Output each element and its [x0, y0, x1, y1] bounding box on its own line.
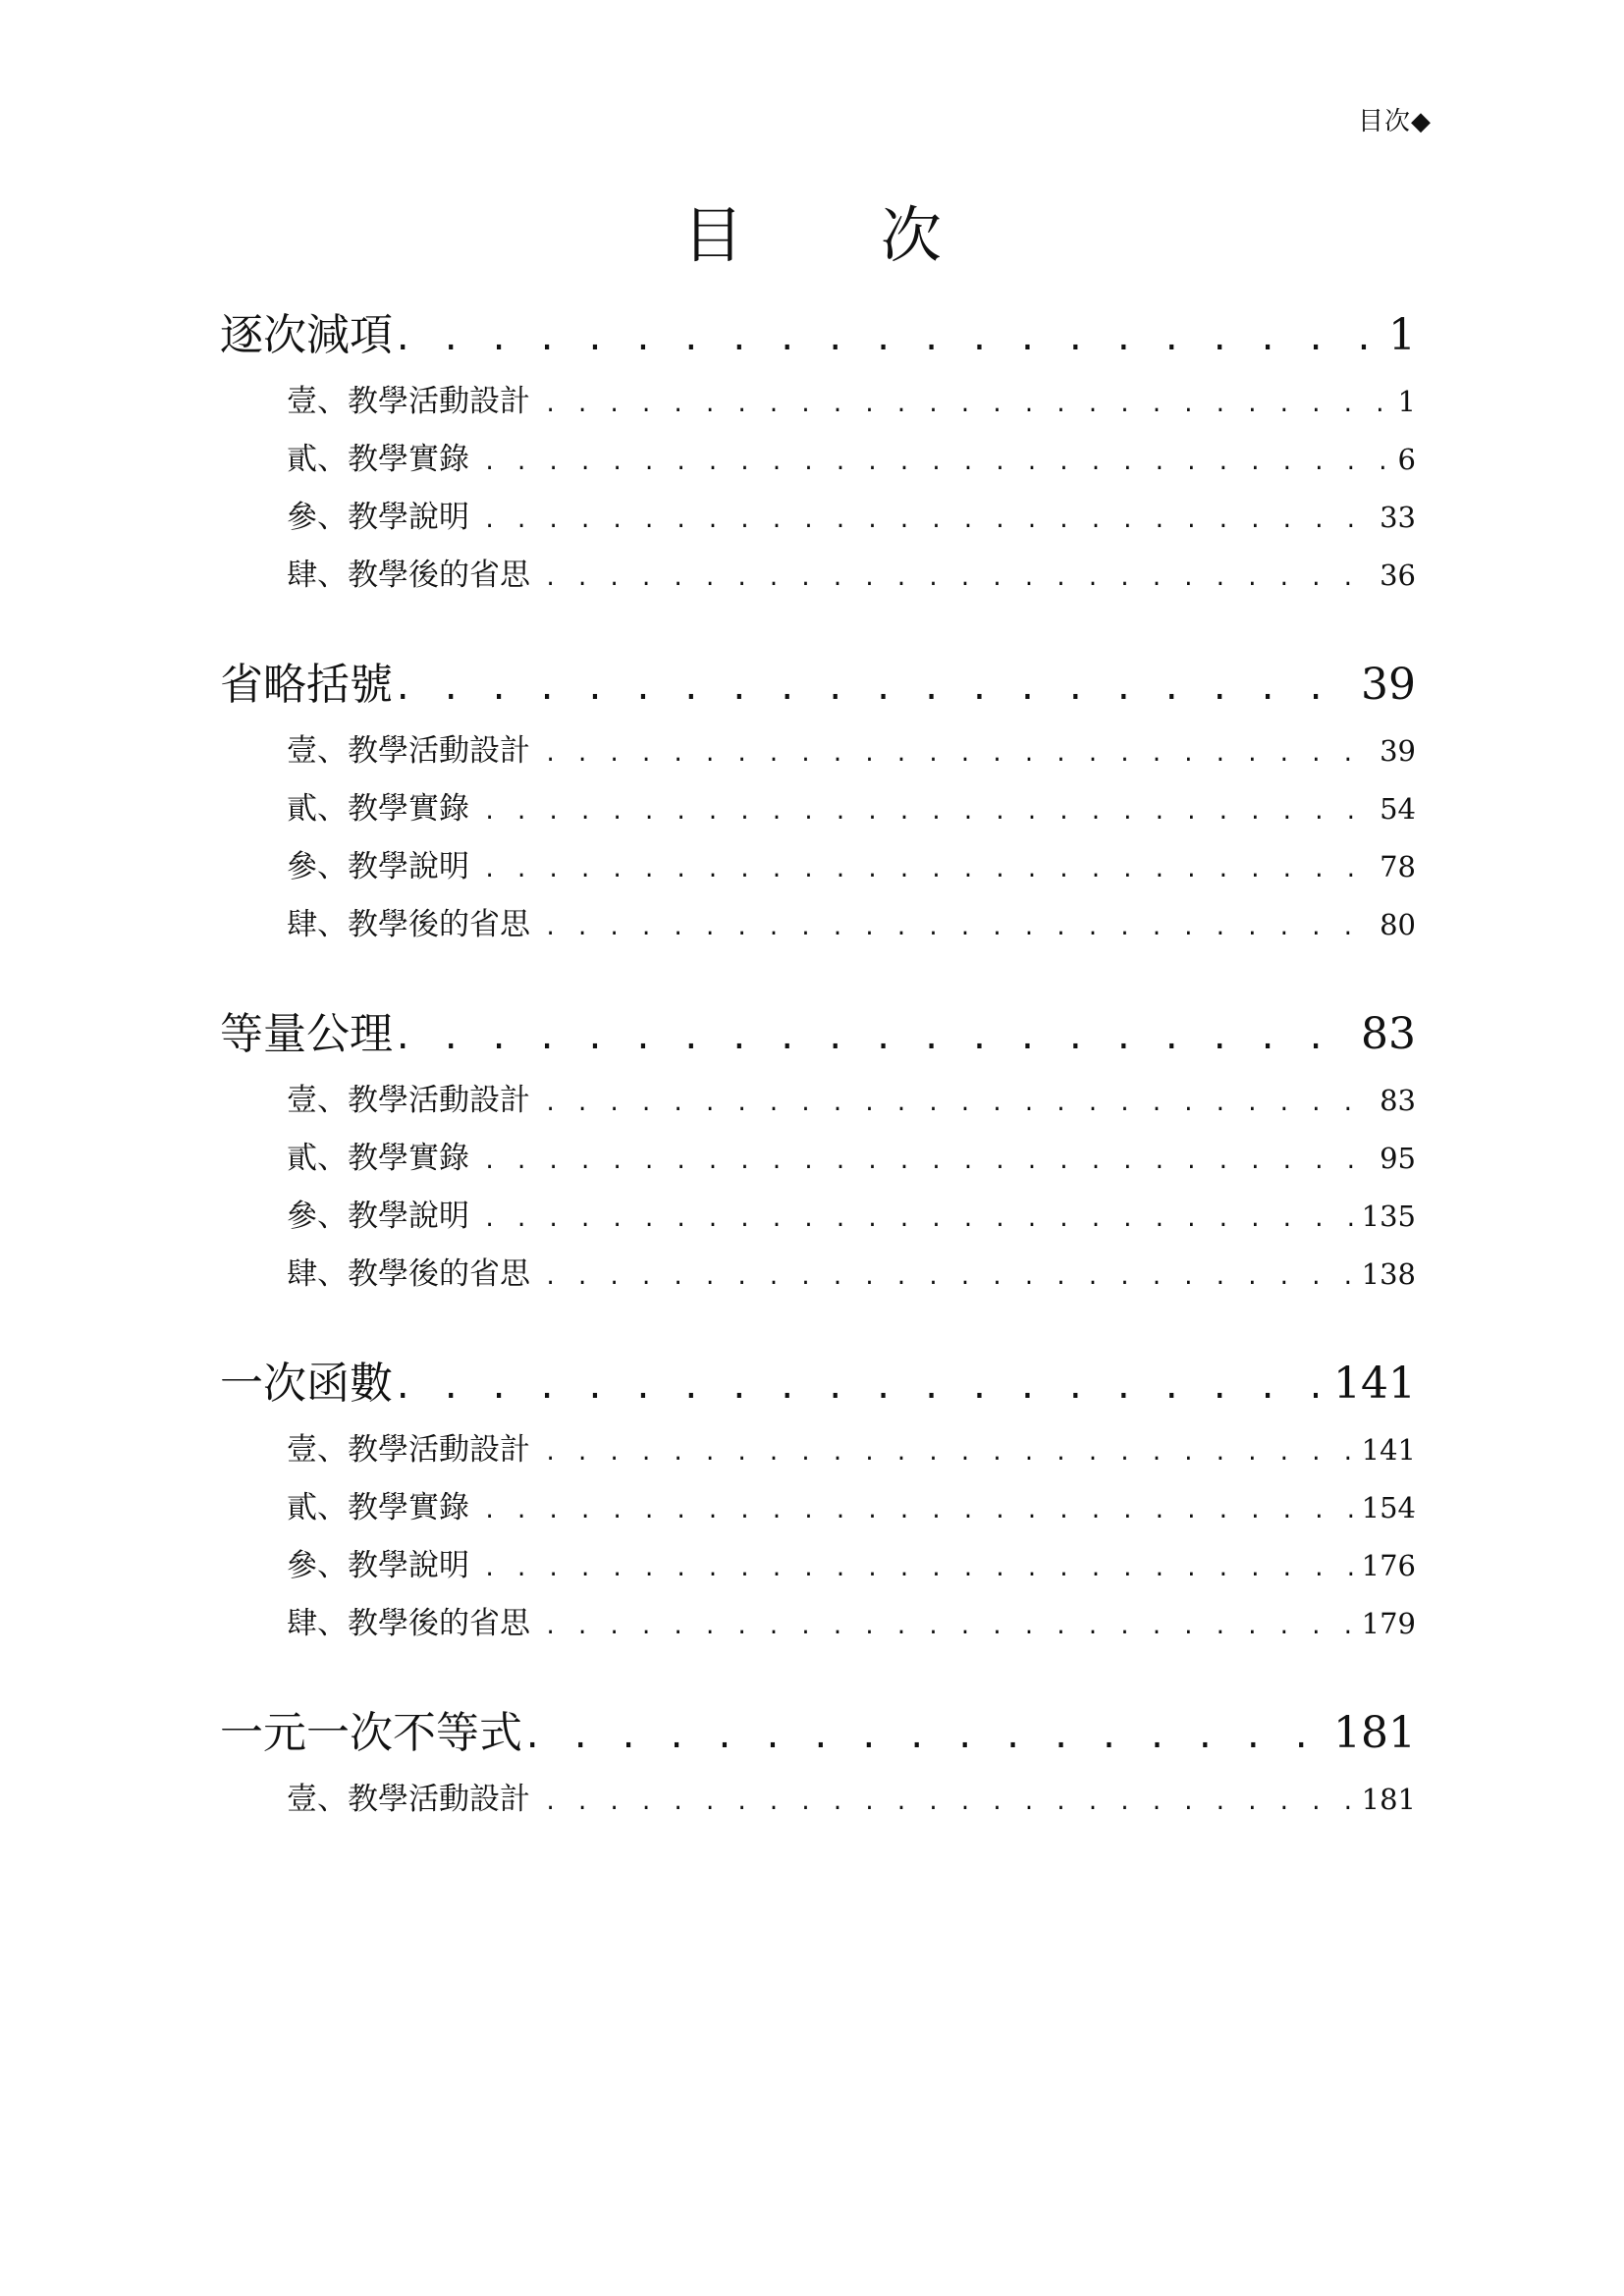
- section-label: 壹、教學活動設計: [287, 1432, 530, 1468]
- section-label: 貳、教學實錄: [287, 1141, 469, 1176]
- toc-section-entry[interactable]: [220, 1249, 1416, 1307]
- dot-leader: [544, 742, 1376, 767]
- section-page-number: 179: [1361, 1607, 1416, 1640]
- toc-section-entry[interactable]: [220, 783, 1416, 841]
- section-label: 壹、教學活動設計: [287, 1782, 530, 1817]
- dot-leader: [544, 566, 1376, 591]
- section-label: 參、教學說明: [287, 1199, 469, 1234]
- chapter-title: 逐次減項: [220, 310, 393, 360]
- section-label: 肆、教學後的省思: [287, 1256, 530, 1292]
- toc-section-entry[interactable]: [220, 841, 1416, 899]
- toc-section-entry[interactable]: [220, 376, 1416, 434]
- dot-leader: [544, 916, 1376, 940]
- toc-section-entry[interactable]: [220, 550, 1416, 608]
- dot-leader: [393, 319, 1373, 358]
- toc-section-entry[interactable]: [220, 1482, 1416, 1540]
- section-page-number: 154: [1361, 1491, 1416, 1524]
- toc-section-entry[interactable]: [220, 899, 1416, 957]
- chapter-title: 省略括號: [220, 660, 393, 710]
- toc-chapter-entry[interactable]: [220, 1697, 1416, 1774]
- section-page-number: 181: [1361, 1783, 1416, 1816]
- toc-section-entry[interactable]: [220, 1133, 1416, 1191]
- section-page-number: 135: [1361, 1200, 1416, 1233]
- section-page-number: 39: [1380, 734, 1416, 768]
- section-page-number: 33: [1380, 501, 1416, 534]
- section-page-number: 54: [1380, 792, 1416, 826]
- dot-leader: [544, 1265, 1358, 1290]
- section-label: 貳、教學實錄: [287, 1490, 469, 1525]
- section-page-number: 83: [1380, 1084, 1416, 1117]
- toc-chapter-entry[interactable]: [220, 299, 1416, 376]
- section-page-number: 138: [1361, 1257, 1416, 1291]
- dot-leader: [522, 1717, 1318, 1756]
- toc-section-entry[interactable]: [220, 1075, 1416, 1133]
- toc-chapter: [220, 649, 1416, 957]
- toc-chapter: [220, 1697, 1416, 1832]
- dot-leader: [483, 451, 1394, 475]
- dot-leader: [483, 1557, 1358, 1581]
- chapter-page-number: 39: [1361, 660, 1416, 710]
- table-of-contents: [220, 299, 1416, 1873]
- chapter-page-number: 1: [1388, 310, 1416, 360]
- running-header: 目次◆: [1358, 107, 1432, 136]
- section-label: 壹、教學活動設計: [287, 384, 530, 419]
- chapter-page-number: 83: [1361, 1009, 1416, 1059]
- dot-leader: [483, 800, 1376, 825]
- section-label: 肆、教學後的省思: [287, 1606, 530, 1641]
- section-page-number: 176: [1361, 1549, 1416, 1582]
- dot-leader: [544, 1092, 1376, 1116]
- toc-section-entry[interactable]: [220, 1191, 1416, 1249]
- section-page-number: 1: [1397, 385, 1416, 418]
- section-page-number: 80: [1380, 908, 1416, 941]
- section-page-number: 36: [1380, 559, 1416, 592]
- dot-leader: [483, 1149, 1376, 1174]
- section-label: 壹、教學活動設計: [287, 733, 530, 769]
- toc-chapter: [220, 1348, 1416, 1656]
- toc-chapter: [220, 299, 1416, 608]
- toc-section-entry[interactable]: [220, 725, 1416, 783]
- toc-section-entry[interactable]: [220, 1540, 1416, 1598]
- section-page-number: 6: [1397, 443, 1416, 476]
- dot-leader: [544, 1615, 1358, 1639]
- dot-leader: [393, 1367, 1318, 1407]
- page-title: 目 次: [682, 199, 1001, 271]
- section-label: 參、教學說明: [287, 500, 469, 535]
- section-label: 肆、教學後的省思: [287, 907, 530, 942]
- dot-leader: [483, 858, 1376, 882]
- chapter-title: 一次函數: [220, 1359, 393, 1409]
- section-label: 貳、教學實錄: [287, 442, 469, 477]
- toc-section-entry[interactable]: [220, 492, 1416, 550]
- section-label: 參、教學說明: [287, 1548, 469, 1583]
- section-page-number: 141: [1361, 1433, 1416, 1467]
- dot-leader: [544, 1790, 1358, 1815]
- dot-leader: [393, 1018, 1345, 1057]
- toc-chapter-entry[interactable]: [220, 1348, 1416, 1424]
- toc-chapter: [220, 998, 1416, 1307]
- toc-chapter-entry[interactable]: [220, 998, 1416, 1075]
- toc-section-entry[interactable]: [220, 434, 1416, 492]
- toc-section-entry[interactable]: [220, 1424, 1416, 1482]
- dot-leader: [483, 1207, 1358, 1232]
- chapter-title: 等量公理: [220, 1009, 393, 1059]
- section-label: 參、教學說明: [287, 849, 469, 884]
- dot-leader: [393, 668, 1345, 708]
- section-page-number: 95: [1380, 1142, 1416, 1175]
- dot-leader: [483, 508, 1376, 533]
- dot-leader: [544, 393, 1394, 417]
- section-page-number: 78: [1380, 850, 1416, 883]
- chapter-title: 一元一次不等式: [220, 1708, 522, 1758]
- section-label: 肆、教學後的省思: [287, 558, 530, 593]
- dot-leader: [483, 1499, 1358, 1523]
- dot-leader: [544, 1441, 1358, 1466]
- toc-chapter-entry[interactable]: [220, 649, 1416, 725]
- toc-section-entry[interactable]: [220, 1598, 1416, 1656]
- chapter-page-number: 181: [1333, 1708, 1416, 1758]
- toc-section-entry[interactable]: [220, 1774, 1416, 1832]
- chapter-page-number: 141: [1333, 1359, 1416, 1409]
- section-label: 壹、教學活動設計: [287, 1083, 530, 1118]
- section-label: 貳、教學實錄: [287, 791, 469, 827]
